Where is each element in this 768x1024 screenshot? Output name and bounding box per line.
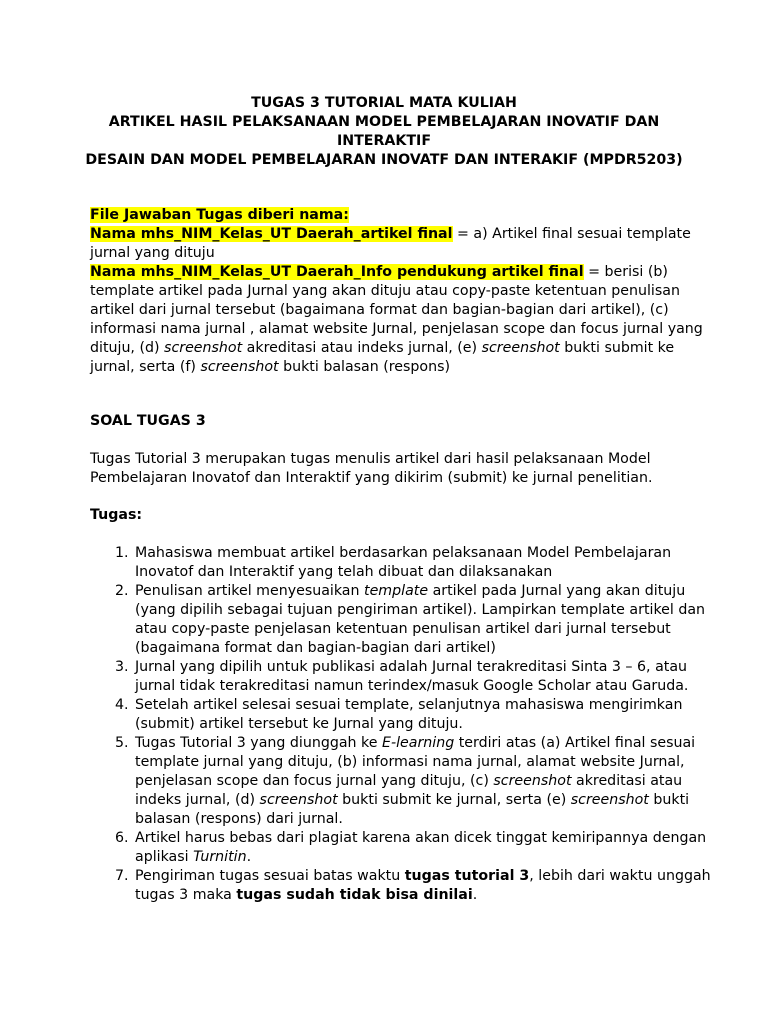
soal-heading: SOAL TUGAS 3	[90, 413, 206, 429]
file-naming-heading: File Jawaban Tugas diberi nama:	[90, 207, 349, 223]
list-item: 7. Pengiriman tugas sesuai batas waktu tugas tutorial 3, lebih dari waktu unggah tugas 3 maka tugas sudah tidak bisa dinilai.	[115, 868, 711, 903]
task-list	[115, 544, 711, 905]
document-title	[60, 94, 708, 170]
list-item: 3. Jurnal yang dipilih untuk publikasi adalah Jurnal terakreditasi Sinta 3 – 6, atau jurnal tidak terakreditasi namun terindex/masuk Google Scholar atau Garuda.	[115, 659, 689, 694]
file-name-2: Nama mhs_NIM_Kelas_UT Daerah_Info pendukung artikel final	[90, 264, 584, 280]
file-desc-2-line4: informasi nama jurnal , alamat website Jurnal, penjelasan scope dan focus jurnal yang	[90, 321, 703, 337]
file-desc-2-line2: template artikel pada Jurnal yang akan dituju atau copy-paste ketentuan penulisan	[90, 283, 680, 299]
file-name-1: Nama mhs_NIM_Kelas_UT Daerah_artikel final	[90, 226, 453, 242]
title-line-2: ARTIKEL HASIL PELAKSANAAN MODEL PEMBELAJARAN INOVATIF DAN	[108, 114, 660, 130]
list-item: 1. Mahasiswa membuat artikel berdasarkan pelaksanaan Model Pembelajaran Inovatof dan Interaktif yang telah dibuat dan dilaksanakan	[115, 545, 672, 580]
title-line-3: INTERAKTIF	[336, 133, 432, 149]
list-item: 5. Tugas Tutorial 3 yang diunggah ke E-learning terdiri atas (a) Artikel final sesuai template jurnal yang dituju, (b) informasi nama jurnal, alamat website Jurnal, penjelasan scope dan focus jurnal yang dituju, (c) screenshot akreditasi atau indeks jurnal, (d) screenshot bukti submit ke jurnal, serta (e) screenshot bukti balasan (respons) dari jurnal.	[115, 735, 696, 827]
title-line-4: DESAIN DAN MODEL PEMBELAJARAN INOVATF DAN INTERAKIF (MPDR5203)	[85, 152, 683, 168]
file-desc-1a: = a) Artikel final sesuai template	[452, 226, 691, 242]
file-desc-2-line6: jurnal, serta (f) screenshot bukti balasan (respons)	[90, 359, 451, 375]
file-naming-section	[90, 206, 703, 377]
file-desc-2-line5: dituju, (d) screenshot akreditasi atau indeks jurnal, (e) screenshot bukti submit ke	[90, 340, 675, 356]
list-item: 6. Artikel harus bebas dari plagiat karena akan dicek tinggat kemiripannya dengan aplikasi Turnitin.	[115, 830, 707, 865]
list-item: 2. Penulisan artikel menyesuaikan template artikel pada Jurnal yang akan dituju (yang dipilih sebagai tujuan pengiriman artikel). Lampirkan template artikel dan atau copy-paste penjelasan ketentuan penulisan artikel dari jurnal tersebut (bagaimana format dan bagian-bagian dari artikel)	[115, 583, 706, 656]
list-item: 4. Setelah artikel selesai sesuai template, selanjutnya mahasiswa mengirimkan (submit) artikel tersebut ke Jurnal yang dituju.	[115, 697, 683, 732]
file-desc-1b: jurnal yang dituju	[90, 245, 215, 261]
title-line-1: TUGAS 3 TUTORIAL MATA KULIAH	[251, 95, 517, 111]
soal-intro: Tugas Tutorial 3 merupakan tugas menulis artikel dari hasil pelaksanaan Model Pembelajaran Inovatof dan Interaktif yang dikirim (submit) ke jurnal penelitian.	[90, 451, 653, 486]
file-desc-2a: = berisi (b)	[583, 264, 668, 280]
file-desc-2-line3: artikel dari jurnal tersebut (bagaimana format dan bagian-bagian dari artikel), (c)	[90, 302, 669, 318]
tugas-heading: Tugas:	[90, 507, 143, 523]
